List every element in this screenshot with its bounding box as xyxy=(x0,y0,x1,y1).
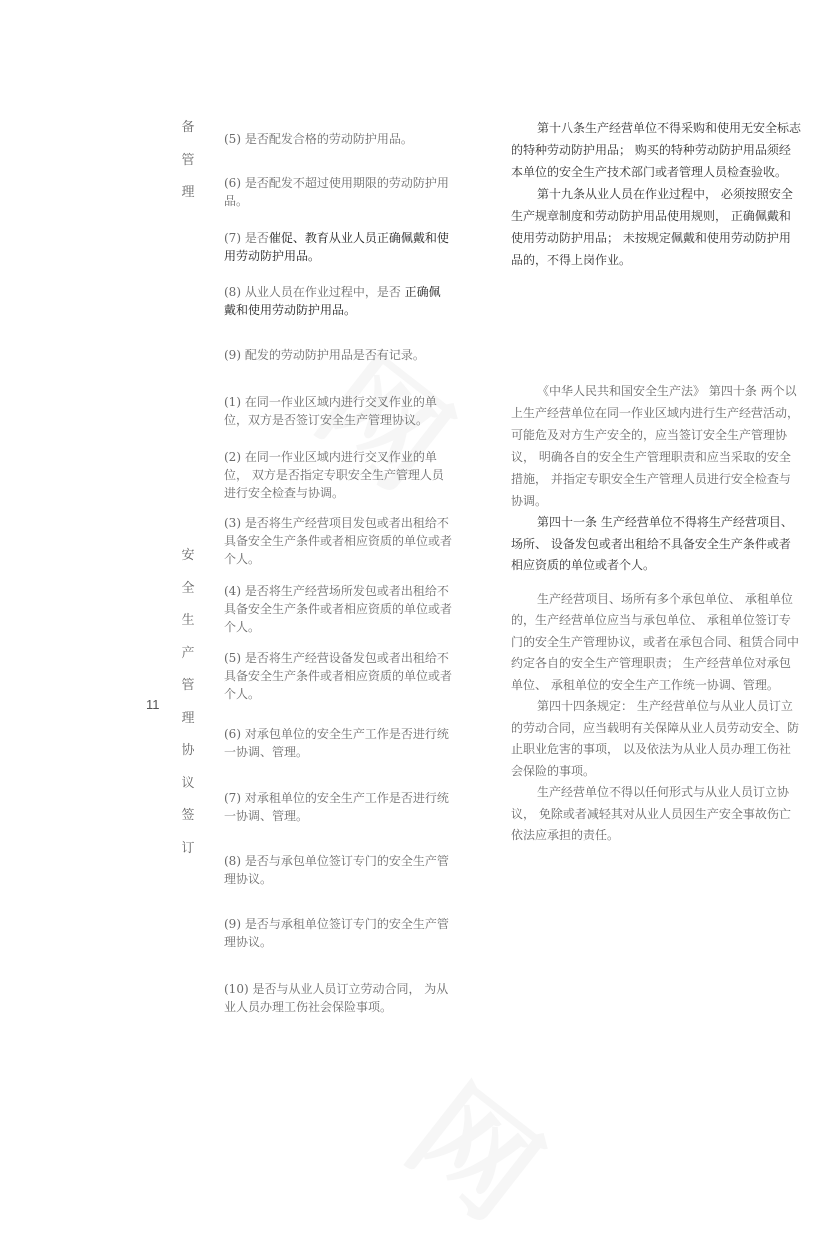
check-item: (5) 是否配发合格的劳动防护用品。 xyxy=(224,132,413,146)
check-item: (7) 对承租单位的安全生产工作是否进行统一协调、管理。 xyxy=(224,791,449,823)
check-item: (8) 从业人员在作业过程中，是否 正确佩戴和使用劳动防护用品。 xyxy=(224,285,441,317)
page-number: 11 xyxy=(146,697,160,712)
regulation-paragraph: 第四十一条 生产经营单位不得将生产经营项目、场所、 设备发包或者出租给不具备安全生产条件或者相应资质的单位或者个人。 xyxy=(511,515,793,572)
regulation-paragraph: 生产经营项目、场所有多个承包单位、 承租单位的，生产经营单位应当与承包单位、 承租单位签订专门的安全生产管理协议，或者在承包合同、租赁合同中约定各自的安全生产管理职责； 生产经营单位对承包单位、 承租单位的安全生产工作统一协调、管理。 xyxy=(511,591,800,692)
check-item: (7) 是否催促、教育从业人员正确佩戴和使用劳动防护用品。 xyxy=(224,231,449,263)
regulation-paragraph: 第十九条从业人员在作业过程中， 必须按照安全生产规章制度和劳动防护用品使用规则， 正确佩戴和使用劳动防护用品； 未按规定佩戴和使用劳动防护用品的，不得上岗作业。 xyxy=(511,187,793,267)
regulation-paragraph: 生产经营单位不得以任何形式与从业人员订立协议， 免除或者减轻其对从业人员因生产安全事故伤亡依法应承担的责任。 xyxy=(511,785,791,842)
regulation-paragraph: 第十八条生产经营单位不得采购和使用无安全标志的特种劳动防护用品； 购买的特种劳动防护用品须经本单位的安全生产技术部门或者管理人员检查验收。 xyxy=(511,121,802,179)
check-item: (6) 对承包单位的安全生产工作是否进行统一协调、管理。 xyxy=(224,727,449,759)
check-item: (10) 是否与从业人员订立劳动合同， 为从业人员办理工伤社会保险事项。 xyxy=(224,982,449,1014)
check-item: (3) 是否将生产经营项目发包或者出租给不具备安全生产条件或者相应资质的单位或者个人。 xyxy=(224,516,453,566)
check-item: (5) 是否将生产经营设备发包或者出租给不具备安全生产条件或者相应资质的单位或者个人。 xyxy=(224,651,453,701)
regulation-paragraph: 《中华人民共和国安全生产法》 第四十条 两个以上生产经营单位在同一作业区域内进行生产经营活动， 可能危及对方生产安全的，应当签订安全生产管理协议， 明确各自的安全生产管理职责和应当采取的安全措施， 并指定专职安全生产管理人员进行安全检查与协调。 xyxy=(511,384,800,508)
check-item: (9) 配发的劳动防护用品是否有记录。 xyxy=(224,348,425,362)
category-label-management: 备 管 理 xyxy=(181,120,195,200)
check-item: (2) 在同一作业区域内进行交叉作业的单位， 双方是否指定专职安全生产管理人员进行安全检查与协调。 xyxy=(224,450,444,500)
check-item: (9) 是否与承租单位签订专门的安全生产管理协议。 xyxy=(224,917,449,949)
regulation-text-top xyxy=(511,117,801,271)
watermark xyxy=(380,1041,580,1250)
check-item: (4) 是否将生产经营场所发包或者出租给不具备安全生产条件或者相应资质的单位或者个人。 xyxy=(224,584,453,634)
check-item: (1) 在同一作业区域内进行交叉作业的单位，双方是否签订安全生产管理协议。 xyxy=(224,395,437,427)
check-item: (6) 是否配发不超过使用期限的劳动防护用品。 xyxy=(224,176,449,208)
regulation-text-bottom xyxy=(511,380,801,847)
category-label-safety-agreement: 安 全 生 产 管 理 协 议 签 订 xyxy=(181,548,195,856)
regulation-paragraph: 第四十四条规定： 生产经营单位与从业人员订立的劳动合同，应当载明有关保障从业人员劳动安全、防止职业危害的事项， 以及依法为从业人员办理工伤社会保险的事项。 xyxy=(511,699,800,778)
check-item: (8) 是否与承包单位签订专门的安全生产管理协议。 xyxy=(224,854,449,886)
